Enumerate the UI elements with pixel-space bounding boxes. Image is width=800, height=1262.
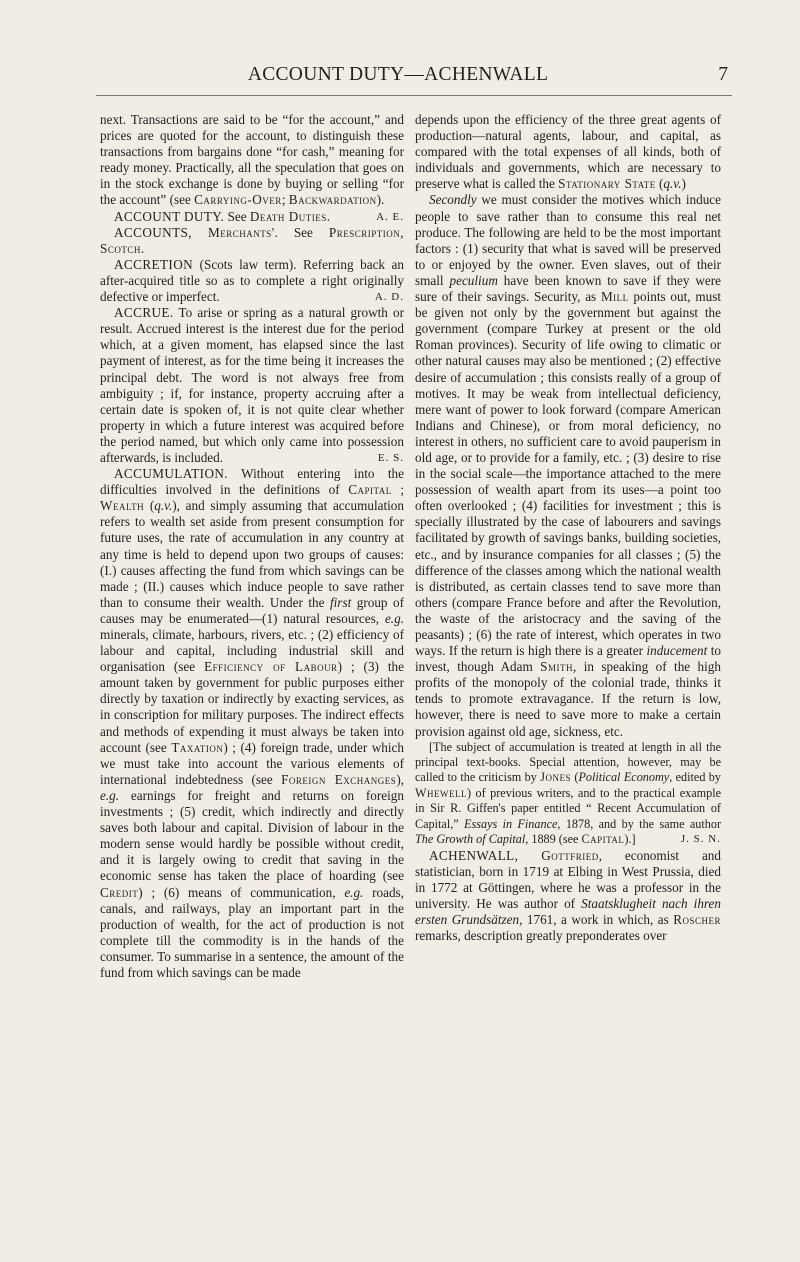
author-initials: J. S. N. [680, 833, 721, 846]
entry-continuation: depends upon the efficiency of the three great agents of production—natural agents, labour, and capital, as compared with the total expenses of all kinds, both of individuals and governments, which are necessary to preserve what is called the Stationary State (q.v.) [415, 112, 721, 192]
entry-headword: ACCRUE. [114, 305, 174, 321]
cross-reference: Death Duties [249, 208, 327, 224]
cross-reference: Roscher [673, 911, 721, 927]
entry-accrue: ACCRUE. To arise or spring as a natural growth or result. Accrued interest is the interest due for the period which, at a given moment, has elapsed since the last payment of interest, as for the time being it increases the principal debt. The word is not always free from ambiguity ; if, for instance, property accruing after a certain date is spoken of, it is not quite clear whether property in which a future interest was acquired before the period named, but which only came into possession afterwards, is included. E. S. [100, 305, 404, 465]
cross-reference: Capital [581, 832, 625, 847]
cross-reference: Efficiency of Labour [204, 659, 338, 675]
cross-reference: Backwardation [288, 192, 377, 208]
cross-reference: Foreign Exchanges [281, 771, 397, 787]
entry-headword: ACCOUNTS, [114, 224, 192, 240]
cross-reference: Carrying-Over [194, 192, 282, 208]
entry-headword: ACHENWALL, [429, 847, 519, 863]
entry-continuation: next. Transactions are said to be “for the account,” and prices are quoted for the account, to distinguish these transactions from bargains done “for cash,” meaning for ready money. Practically, all the speculation that goes on in the stock exchange is done by buying or selling “for the account” (see Carrying-Over; Backwardation). A. E. [100, 112, 404, 209]
author-initials: E. S. [377, 451, 404, 464]
header-rule [96, 95, 732, 96]
entry-headword: ACCOUNT DUTY. [114, 208, 225, 224]
entry-accretion: ACCRETION (Scots law term). Referring back an after-acquired title so as to complete a right originally defective or imperfect. A. D. [100, 256, 404, 305]
cross-reference: Smith [540, 659, 573, 675]
cross-reference: Taxation [171, 739, 224, 755]
cross-reference: Wealth [100, 498, 145, 514]
cross-reference: Merchants' [207, 224, 275, 240]
cross-reference: Gottfried [541, 847, 599, 863]
cross-reference: Whewell [415, 785, 467, 800]
author-initials: A. E. [376, 210, 404, 223]
cross-reference: Mill [600, 289, 629, 305]
author-initials: A. D. [374, 291, 404, 304]
entry-account-duty: ACCOUNT DUTY. See Death Duties. [114, 208, 331, 224]
right-column [415, 112, 721, 944]
entry-headword: ACCUMULATION. [114, 466, 228, 482]
cross-reference: Stationary State [558, 176, 656, 192]
cross-reference: Jones [540, 770, 572, 785]
bibliography-note: [The subject of accumulation is treated at length in all the principal text-books. Special attention, however, may be called to the criticism by Jones (Political Economy, edited by Whewell) of previous writers, and to the practical example in Sir R. Giffen's paper entitled “ Recent Accumulation of Capital,” Essays in Finance, 1878, and by the same author The Growth of Capital, 1889 (see Capital).] J. S. N. [415, 739, 722, 847]
cross-reference: Capital [348, 482, 392, 498]
entry-achenwall: ACHENWALL, Gottfried, economist and statistician, born in 1719 at Elbing in West Prussia, died in 1772 at Göttingen, where he was a professor in the university. He was author of Staatsklugheit nach ihren ersten Grundsätzen, 1761, a work in which, as Roscher remarks, description greatly preponderates over [415, 847, 721, 943]
running-title: ACCOUNT DUTY—ACHENWALL [247, 64, 549, 85]
entry-accumulation: ACCUMULATION. Without entering into the difficulties involved in the definitions of Capital ; Wealth (q.v.), and simply assuming that accumulation refers to wealth set aside from present consumption for future uses, the rate of accumulation in any country at any time is held to depend upon two groups of causes: (I.) causes affecting the fund from which savings can be made ; (II.) causes which induce people to save rather than to consume their wealth. Under the first group of causes may be enumerated—(1) natural resources, e.g. minerals, climate, harbours, rivers, etc. ; (2) efficiency of labour and capital, including industrial skill and organisation (see Efficiency of Labour) ; (3) the amount taken by government for public purposes either directly by taxation or indirectly by exacting services, as in conscription for military purposes. The indirect effects and methods of expending it must always be taken into account (see Taxation) ; (4) foreign trade, under which we must take into account the various elements of international indebtedness (see Foreign Exchanges), e.g. earnings for freight and returns on foreign investments ; (5) credit, which indirectly and directly saves both labour and capital. Division of labour in the modern sense would hardly be possible without credit, and it is largely owing to credit that saving in the economic sense has taken the place of hoarding (see Credit) ; (6) means of communication, e.g. roads, canals, and railways, play an important part in the production of wealth, for the act of production is not complete till the commodity is in the hands of the consumer. To summarise in a sentence, the amount of the fund from which savings can be made [100, 466, 405, 980]
cross-reference: Credit [100, 884, 139, 900]
cross-reference: Prescription, Scotch [100, 224, 405, 256]
page-number: 7 [718, 64, 728, 85]
left-column [100, 112, 404, 981]
entry-headword: ACCRETION [114, 256, 194, 272]
entry-accounts: ACCOUNTS, Merchants'. See Prescription, Scotch. [100, 224, 405, 256]
paragraph-secondly: Secondly we must consider the motives which induce people to save rather than to consume this real net produce. The following are held to be the most important factors : (1) security that what is saved will be preserved to or enjoyed by the owner. Even slaves, out of their small peculium have been known to save if they were sure of their savings. Security, as Mill points out, must be given not only by the government but against the government (compare Turkey at present or the old Roman provinces). Security of life owing to climatic or other natural causes may also be mentioned ; (2) effective desire of accumulation ; this consists really of a group of motives. It may be weak from intellectual deficiency, mere want of power to look forward (compare American Indians and Chinese), or from moral deficiency, no interest in others, no sufficient care to avoid pauperism in old age, or to provide for a family, etc. ; (3) desire to rise in the social scale—the importance attached to the mere possession of wealth apart from its uses—a point too often overlooked ; (4) facilities for investment ; this is specially illustrated by the case of labourers and savings facilitated by growth of savings banks, building societies, etc., and by insurance companies for all classes ; (5) the difference of the classes among which the national wealth is distributed, as certain classes tend to save more than others (compare France before and after the Revolution, the waste of the aristocracy and the saving of the peasants) ; (6) the rate of interest, which operates in two ways. If the return is high there is a greater inducement to invest, though Adam Smith, in speaking of the high profits of the monopoly of the colonial trade, thinks it tends to promote extravagance. If the return is low, however, there is need to save more to make a certain provision against old age, sickness, etc. [415, 192, 721, 739]
